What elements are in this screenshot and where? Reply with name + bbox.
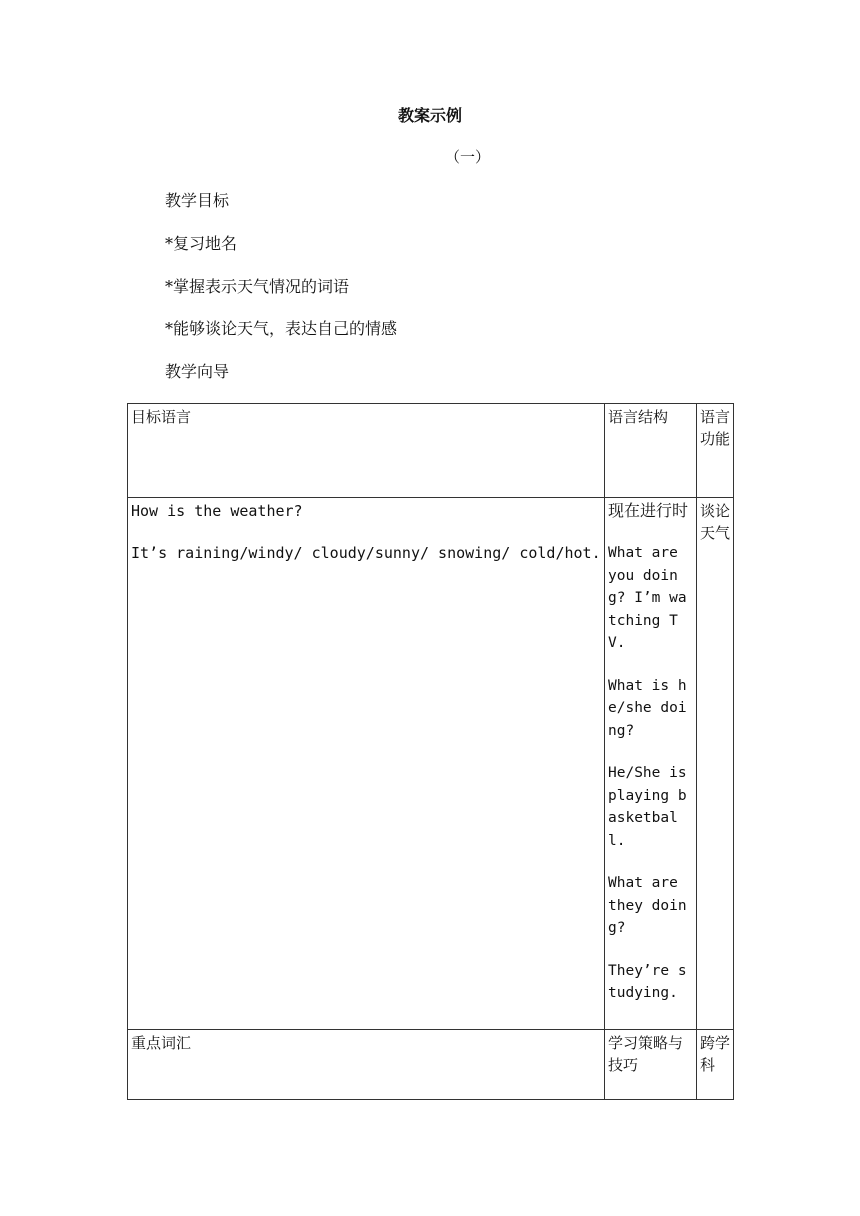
table-row bbox=[128, 1030, 734, 1100]
teaching-guide-table bbox=[127, 403, 734, 1100]
header-language-function: 语言功能 bbox=[697, 404, 734, 498]
structure-title: 现在进行时 bbox=[608, 501, 689, 520]
structure-example-4: What are they doing? bbox=[608, 875, 687, 936]
learning-strategies-cell: 学习策略与技巧 bbox=[605, 1030, 697, 1100]
section-heading-teaching-guide: 教学向导 bbox=[165, 362, 230, 381]
language-structure-cell bbox=[605, 498, 697, 1030]
language-function-cell: 谈论天气 bbox=[697, 498, 734, 1030]
goal-item-review-place-names: *复习地名 bbox=[165, 234, 238, 253]
goal-item-weather-words: *掌握表示天气情况的词语 bbox=[165, 277, 350, 296]
structure-example-2: What is he/she doing? bbox=[608, 677, 687, 739]
goal-item-talk-about-weather: *能够谈论天气，表达自己的情感 bbox=[165, 319, 398, 338]
key-vocabulary-cell: 重点词汇 bbox=[128, 1030, 605, 1100]
header-language-structure: 语言结构 bbox=[605, 404, 697, 498]
structure-example-3: He/She is playing basketball. bbox=[608, 765, 687, 849]
target-language-cell bbox=[128, 498, 605, 1030]
target-language-question: How is the weather? bbox=[131, 502, 303, 520]
table-row bbox=[128, 498, 734, 1030]
structure-example-1: What are you doing? I’m watching TV. bbox=[608, 545, 687, 651]
target-language-answer: It’s raining/windy/ cloudy/sunny/ snowing/ cold/hot. bbox=[131, 544, 601, 562]
header-target-language: 目标语言 bbox=[128, 404, 605, 498]
document-subtitle: （一） bbox=[444, 148, 490, 166]
table-header-row bbox=[128, 404, 734, 498]
document-title: 教案示例 bbox=[397, 106, 462, 125]
cross-curricular-cell: 跨学科 bbox=[697, 1030, 734, 1100]
section-heading-teaching-goals: 教学目标 bbox=[165, 191, 230, 210]
structure-example-5: They’re studying. bbox=[608, 962, 687, 1001]
